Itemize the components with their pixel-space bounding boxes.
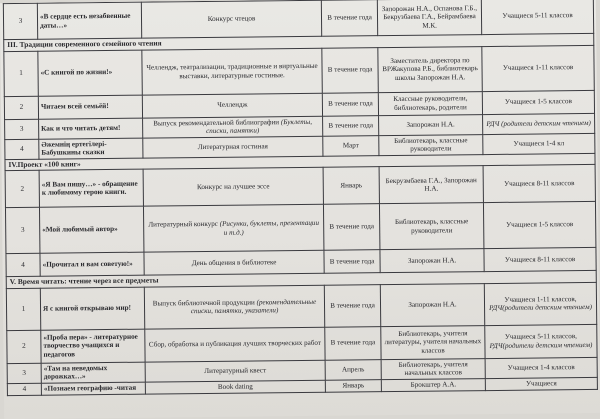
event-form — [145, 380, 325, 394]
row-number: 1 — [6, 288, 40, 330]
event-form-note: (Буклеты, списки, памятки) — [206, 117, 313, 135]
event-form — [142, 48, 322, 95]
event-audience — [485, 324, 597, 358]
row-number: 3 — [5, 207, 39, 253]
events-table-body — [3, 0, 597, 395]
event-responsible: Бекрузмбаева Г.А., Запорожан Н.А. — [379, 166, 483, 204]
event-audience-text: Учащиеся 1-5 классов — [506, 220, 574, 230]
event-audience — [485, 357, 597, 378]
row-number: 4 — [6, 253, 40, 276]
event-title: «Там на неведомых дорожках…» — [41, 362, 145, 383]
event-form — [145, 327, 325, 362]
section-title: IV.Проект «100 книг» — [5, 153, 595, 171]
event-responsible: Запорожан Н.А., Оспанова Г.Б., Бекрузбаева Г.А., Бейрамбаева М.К. — [377, 0, 481, 36]
row-number: 4 — [5, 139, 39, 159]
table-row — [5, 201, 595, 253]
event-time: Март — [323, 135, 379, 156]
event-form-text: Литературный конкурс — [148, 220, 218, 229]
event-form-text: Челлендж — [217, 100, 248, 110]
event-time: В течение года — [321, 0, 377, 36]
event-responsible: Запорожан Н.А. — [380, 249, 484, 273]
event-time: В течение года — [323, 115, 379, 136]
event-audience — [483, 133, 595, 154]
event-title: «Я Вам пишу…» - обращение к любимому герою книги. — [39, 169, 143, 207]
event-form — [143, 136, 323, 158]
event-title: «Прочитал и вам советую!» — [40, 252, 144, 276]
events-table — [3, 0, 598, 396]
event-responsible: Заместитель директора по ВРЖакупова Р.Б., библиотекарь школы Запорожан Н.А. — [378, 46, 482, 92]
event-title: «Мой любимый автор» — [39, 206, 143, 253]
event-time: В течение года — [324, 284, 380, 327]
event-audience-note: РДЧ(родители детским чтением) — [489, 302, 592, 313]
event-time: В течение года — [325, 326, 381, 360]
event-audience — [484, 247, 596, 271]
event-audience-text: Учащиеся — [525, 379, 557, 388]
event-responsible: Библиотекарь, классные руководители — [379, 134, 483, 155]
event-form — [145, 360, 325, 382]
event-audience — [484, 282, 596, 325]
event-responsible: Классные руководители, библиотекарь, родители — [378, 91, 482, 115]
event-audience — [482, 90, 594, 114]
event-responsible: Библиотекарь, учителя литературы, учителя начальных классов — [381, 325, 485, 359]
event-time: Апрель — [325, 359, 381, 380]
event-audience-text: Учащиеся 1-11 классов — [502, 63, 574, 73]
event-form — [143, 204, 323, 252]
event-responsible: Брокштер А.А. — [381, 378, 485, 391]
event-audience — [485, 377, 597, 390]
event-responsible: Запорожан Н.А. — [379, 114, 483, 135]
event-audience-text: Учащиеся 1-4 кл — [513, 139, 565, 148]
event-form-text: Челлендж, театрализации, традиционные и виртуальные выставки, литературные гостиные. — [146, 62, 318, 80]
event-form — [143, 116, 323, 138]
table-row — [5, 164, 595, 207]
event-time: В течение года — [322, 47, 378, 93]
event-title: «Познаем географию -читая — [41, 382, 145, 395]
row-number: 2 — [7, 330, 41, 363]
event-audience-note: РДЧ (родители детским чтением) — [486, 118, 591, 128]
event-title: Как и что читать детям! — [39, 118, 143, 139]
event-responsible: Запорожан Н.А. — [380, 283, 484, 326]
event-form-note: (рекомендательные списки, памятки, указатели) — [190, 297, 317, 316]
row-number: 1 — [4, 51, 38, 96]
section-title: III. Традиции современного семейного чтения — [4, 33, 594, 51]
event-form — [144, 250, 324, 275]
section-title: V. Время читать: чтение через все предметы — [6, 270, 596, 288]
event-audience-text: Учащиеся 1-11 классов, — [504, 295, 577, 304]
event-title: Я с книгой открываю мир! — [40, 287, 144, 330]
event-form-note: (Рисунки, буклеты, презентации и т.д.) — [219, 219, 320, 237]
event-form-text: Конкурс на лучшее эссе — [196, 182, 270, 192]
event-audience-text: Учащиеся 8-11 классов — [504, 179, 575, 188]
event-audience — [483, 113, 595, 134]
event-time: В течение года — [323, 204, 379, 251]
event-form-text: Выпуск библиотечной продукции — [152, 298, 255, 308]
event-form-text: Выпуск рекомендательной библиографии — [153, 118, 280, 128]
row-number: 4 — [7, 383, 41, 395]
table-row — [4, 45, 594, 96]
row-number: 3 — [5, 119, 39, 139]
event-form-text: Литературный квест — [204, 366, 267, 375]
table-row — [6, 282, 596, 330]
event-time: В течение года — [322, 92, 378, 116]
event-time: Январь — [325, 379, 381, 392]
event-form — [143, 167, 323, 206]
event-audience-text: Учащиеся 1-5 классов — [504, 97, 572, 107]
event-time: Январь — [323, 167, 379, 205]
event-responsible: Библиотекарь, классные руководители — [379, 203, 483, 250]
event-title: Читаем всей семьёй! — [38, 95, 142, 119]
event-form-text: Book dating — [217, 382, 253, 391]
event-audience: Учащиеся 5-11 классов — [481, 0, 593, 35]
row-number: 2 — [5, 170, 39, 207]
event-audience-text: Учащиеся 5-11 классов, — [504, 332, 577, 342]
event-title: «С книгой по жизни!» — [38, 50, 142, 96]
event-form-text: Сбор, обработка и публикация лучших творческих работ — [148, 339, 321, 350]
event-audience — [482, 45, 594, 91]
event-title: «В сердце есть незабвенные даты…» — [37, 2, 141, 39]
row-number: 3 — [7, 363, 41, 383]
event-responsible: Библиотекарь, учителя начальных классов — [381, 358, 485, 379]
event-title: «Проба пера» - литературное творчество учащихся и педагогов — [41, 329, 145, 363]
event-form — [144, 285, 324, 329]
event-audience — [483, 201, 595, 248]
event-audience — [483, 164, 595, 202]
event-audience-note: РДЧ(родители детским чтением) — [489, 340, 593, 350]
event-title: Әжемнің ертегілері- Бабушкины сказки — [39, 138, 143, 159]
event-audience-text: Учащиеся 1-4 классов — [507, 363, 575, 372]
event-form: Конкурс чтецов — [141, 0, 321, 38]
row-number: 2 — [4, 96, 38, 119]
event-time: В течение года — [324, 250, 380, 274]
event-form-text: День общения в библиотеке — [191, 258, 277, 268]
event-form — [142, 93, 322, 118]
row-number: 3 — [3, 3, 37, 39]
event-form-text: Литературная гостиная — [197, 142, 268, 152]
event-audience-text: Учащиеся 8-11 классов — [504, 255, 576, 264]
